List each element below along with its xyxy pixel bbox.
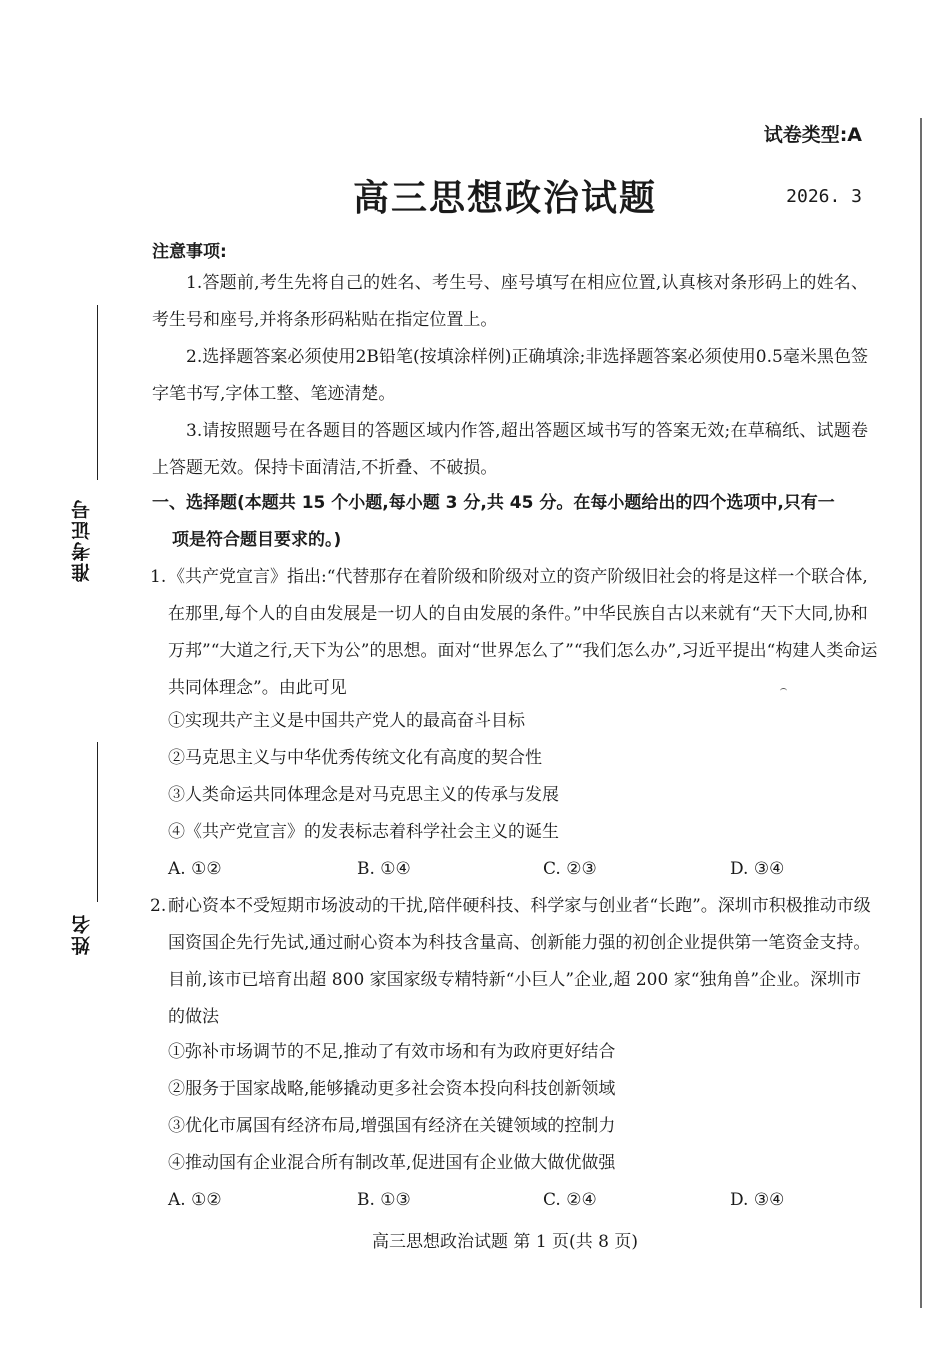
question-2-choice-b[interactable]: B. ①③ [357, 1190, 411, 1210]
question-1-choice-b[interactable]: B. ①④ [357, 859, 411, 879]
binding-edge-line [920, 118, 922, 1308]
name-label: 姓名 [71, 913, 93, 955]
exam-date: 2026. 3 [786, 186, 862, 207]
question-1-choice-a[interactable]: A. ①② [168, 859, 222, 879]
question-1-statement-1: ①实现共产主义是中国共产党人的最高奋斗目标 [168, 711, 525, 731]
question-2-statement-3: ③优化市属国有经济布局,增强国有经济在关键领域的控制力 [168, 1116, 616, 1136]
question-1-stem [150, 559, 878, 707]
question-1-text: 《共产党宣言》指出:“代替那存在着阶级和阶级对立的资产阶级旧社会的将是这样一个联合体,在那里,每个人的自由发展是一切人的自由发展的条件。”中华民族自古以来就有“天下大同,协和万邦”“大道之行,天下为公”的思想。面对“世界怎么了”“我们怎么办”,习近平提出“构建人类命运共同体理念”。由此可见 [168, 567, 878, 698]
name-underline [97, 742, 98, 902]
section-heading-line2: 项是符合题目要求的。) [172, 530, 342, 550]
question-2-statement-2: ②服务于国家战略,能够撬动更多社会资本投向科技创新领域 [168, 1079, 616, 1099]
question-2-choice-c[interactable]: C. ②④ [543, 1190, 597, 1210]
question-1-statement-3: ③人类命运共同体理念是对马克思主义的传承与发展 [168, 785, 559, 805]
question-1-choice-d[interactable]: D. ③④ [730, 859, 785, 879]
question-2-stem [150, 888, 878, 1036]
notice-title: 注意事项: [152, 242, 227, 262]
question-2-choice-d[interactable]: D. ③④ [730, 1190, 785, 1210]
question-2-text: 耐心资本不受短期市场波动的干扰,陪伴硬科技、科学家与创业者“长跑”。深圳市积极推动市级国资国企先行先试,通过耐心资本为科技含量高、创新能力强的初创企业提供第一笔资金支持。目前,该市已培育出超 800 家国家级专精特新“小巨人”企业,超 200 家“独角兽”企业。深圳市的做法 [168, 896, 871, 1027]
section-heading-line1: 一、选择题(本题共 15 个小题,每小题 3 分,共 45 分。在每小题给出的四个选项中,只有一 [152, 493, 835, 513]
question-1-statement-4: ④《共产党宣言》的发表标志着科学社会主义的诞生 [168, 822, 559, 842]
notice-item-3: 3.请按照题号在各题目的答题区域内作答,超出答题区域书写的答案无效;在草稿纸、试题卷上答题无效。保持卡面清洁,不折叠、不破损。 [152, 421, 868, 478]
question-1-number: 1. [150, 567, 167, 587]
section-heading [152, 485, 870, 559]
exam-id-label: 准考证号 [71, 498, 93, 582]
question-2-choice-a[interactable]: A. ①② [168, 1190, 222, 1210]
stray-mark [780, 688, 787, 694]
question-1-statement-2: ②马克思主义与中华优秀传统文化有高度的契合性 [168, 748, 542, 768]
paper-type: 试卷类型:A [763, 124, 862, 146]
exam-id-underline [97, 305, 98, 480]
page-footer: 高三思想政治试题 第 1 页(共 8 页) [372, 1232, 638, 1252]
question-2-statement-1: ①弥补市场调节的不足,推动了有效市场和有为政府更好结合 [168, 1042, 616, 1062]
question-1-choice-c[interactable]: C. ②③ [543, 859, 597, 879]
page-title: 高三思想政治试题 [352, 177, 657, 219]
notice-item-1: 1.答题前,考生先将自己的姓名、考生号、座号填写在相应位置,认真核对条形码上的姓名、考生号和座号,并将条形码粘贴在指定位置上。 [152, 273, 868, 330]
notice-item-2: 2.选择题答案必须使用2B铅笔(按填涂样例)正确填涂;非选择题答案必须使用0.5毫米黑色签字笔书写,字体工整、笔迹清楚。 [152, 347, 868, 404]
question-2-statement-4: ④推动国有企业混合所有制改革,促进国有企业做大做优做强 [168, 1153, 616, 1173]
question-2-number: 2. [150, 896, 167, 916]
